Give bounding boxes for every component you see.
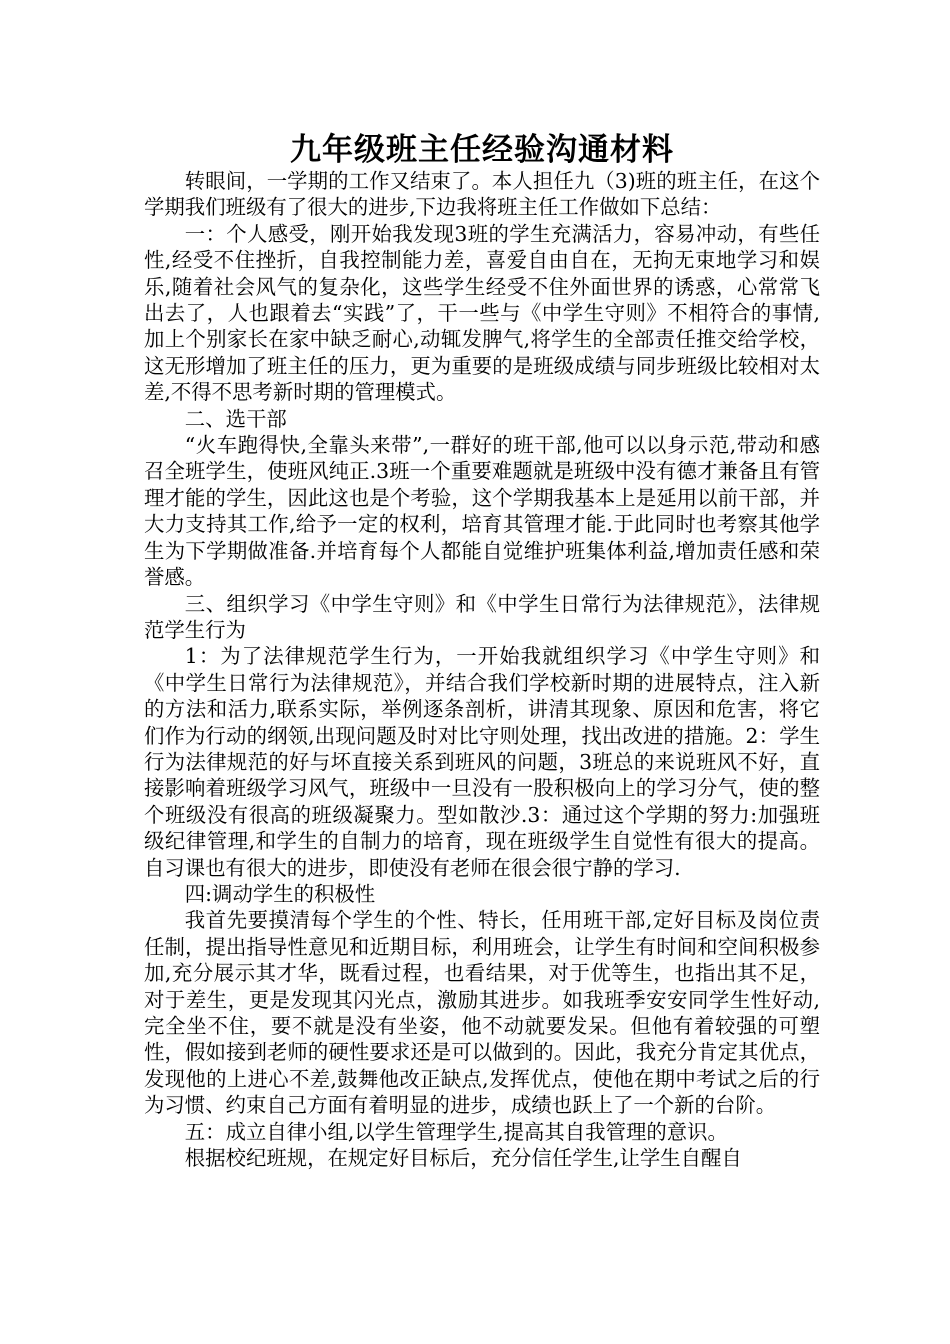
section-heading-study-rules: 三、组织学习《中学生守则》和《中学生日常行为法律规范》，法律规范学生行为: [144, 591, 820, 642]
document-title: 九年级班主任经验沟通材料: [290, 132, 674, 168]
paragraph-study-rules: 1：为了法律规范学生行为，一开始我就组织学习《中学生守则》和《中学生日常行为法律规范》，并结合我们学校新时期的进展特点，注入新的方法和活力,联系实际，举例逐条剖析，讲清其现象、原因和危害，将它们作为行动的纲领,出现问题及时对比守则处理，找出改进的措施。2：学生行为法律规范的好与坏直接关系到班风的问题，3班总的来说班风不好，直接影响着班级学习风气，班级中一旦没有一股积极向上的学习分气，使的整个班级没有很高的班级凝聚力。型如散沙.3：通过这个学期的努力:加强班级纪律管理,和学生的自制力的培育，现在班级学生自觉性有很大的提高。自习课也有很大的进步，即使没有老师在很会很宁静的学习.: [144, 644, 820, 880]
paragraph-motivate-students: 我首先要摸清每个学生的个性、特长，任用班干部,定好目标及岗位责任制，提出指导性意见和近期目标，利用班会，让学生有时间和空间积极参加,充分展示其才华，既看过程，也看结果，对于优等生，也指出其不足，对于差生，更是发现其闪光点，激励其进步。如我班季安安同学生性好动,完全坐不住，要不就是没有坐姿，他不动就要发呆。但他有着较强的可塑性，假如接到老师的硬性要求还是可以做到的。因此，我充分肯定其优点，发现他的上进心不差,鼓舞他改正缺点,发挥优点，使他在期中考试之后的行为习惯、约束自己方面有着明显的进步，成绩也跃上了一个新的台阶。: [144, 908, 820, 1118]
section-heading-self-discipline-group: 五：成立自律小组,以学生管理学生,提高其自我管理的意识。: [184, 1119, 728, 1144]
section-heading-motivate-students: 四:调动学生的积极性: [184, 881, 376, 906]
paragraph-intro: 转眼间，一学期的工作又结束了。本人担任九（3)班的班主任，在这个学期我们班级有了很大的进步,下边我将班主任工作做如下总结：: [144, 169, 820, 220]
paragraph-select-cadres: “火车跑得快,全靠头来带”,一群好的班干部,他可以以身示范,带动和感召全班学生，使班风纯正.3班一个重要难题就是班级中没有德才兼备且有管理才能的学生，因此这也是个考验，这个学期我基本上是延用以前干部，并大力支持其工作,给予一定的权利，培育其管理才能.于此同时也考察其他学生为下学期做准备.并培育每个人都能自觉维护班集体利益,增加责任感和荣誉感。: [144, 433, 820, 590]
paragraph-personal-feeling: 一：个人感受，刚开始我发现3班的学生充满活力，容易冲动，有些任性,经受不住挫折，自我控制能力差，喜爱自由自在，无拘无束地学习和娱乐,随着社会风气的复杂化，这些学生经受不住外面世界的诱惑，心常常飞出去了，人也跟着去“实践”了，干一些与《中学生守则》不相符合的事情,加上个别家长在家中缺乏耐心,动辄发脾气,将学生的全部责任推交给学校，这无形增加了班主任的压力，更为重要的是班级成绩与同步班级比较相对太差,不得不思考新时期的管理模式。: [144, 221, 820, 405]
document-page: [144, 128, 820, 1171]
section-heading-select-cadres: 二、选干部: [184, 406, 287, 431]
paragraph-self-discipline-group: 根据校纪班规，在规定好目标后，充分信任学生,让学生自醒自: [184, 1146, 742, 1171]
